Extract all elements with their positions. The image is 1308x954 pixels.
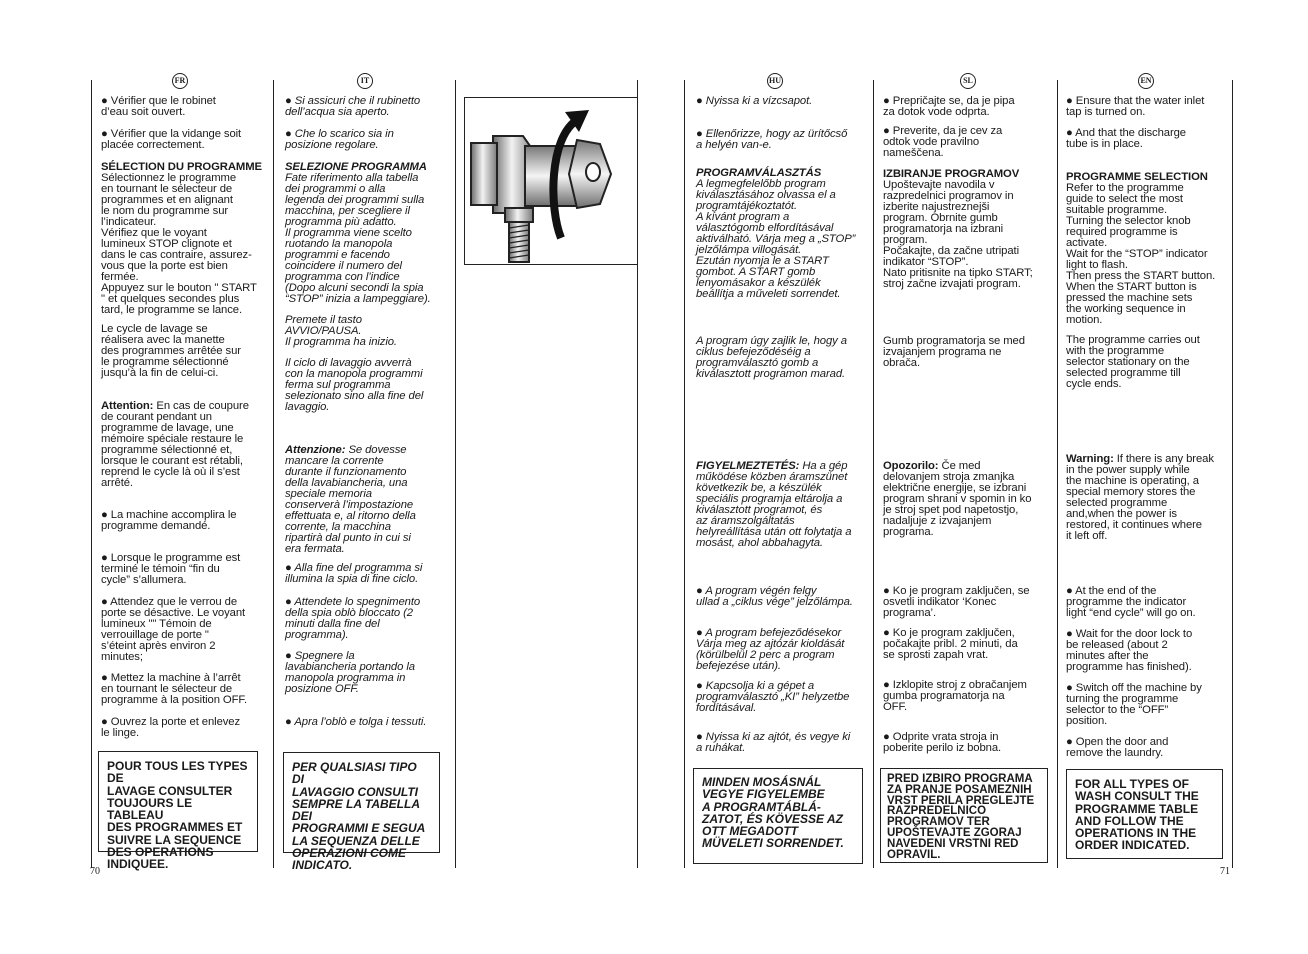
fr-selection-text: Sélectionnez le programme en tournant le sélecteur de programmes et en alignant le nom du programme sur l’indicateur. Vérifiez que le voyant lumineux STOP clignote et dans le cas contraire, assurez- vous que la porte est bien fermée. Appuyez sur le bouton " START " et quelques secondes plus tard, le programme se lance. xyxy=(101,172,257,316)
sl-step-2: ● Ko je program zaključen, počakajte pribl. 2 minuti, da se sprosti zapah vrat. xyxy=(883,627,1018,661)
en-check-tap: ● Ensure that the water inlet tap is turned on. xyxy=(1066,95,1205,118)
hu-check-tap: ● Nyissa ki a vízcsapot. xyxy=(696,95,813,107)
sl-step-1: ● Ko je program zaključen, se osvetli indikator ‘Konec programa’. xyxy=(883,585,1030,619)
hu-check-drain: ● Ellenőrizze, hogy az ürítőcső a helyén van-e. xyxy=(696,128,848,151)
en-step-3: ● Switch off the machine by turning the programme selector to the “OFF” position. xyxy=(1066,682,1202,727)
en-cycle-text: The programme carries out with the programme selector stationary on the selected programme till cycle ends. xyxy=(1066,334,1200,390)
fr-step-2: ● Lorsque le programme est terminé le témoin “fin du cycle” s’allumera. xyxy=(101,552,241,586)
it-check-drain: ● Che lo scarico sia in posizione regolare. xyxy=(285,128,394,151)
column-divider xyxy=(1232,80,1233,868)
fr-heading: SÉLECTION DU PROGRAMME xyxy=(101,161,262,173)
language-badge-fr: FR xyxy=(172,73,188,89)
sl-step-3: ● Izklopite stroj z obračanjem gumba programatorja na OFF. xyxy=(883,679,1027,713)
hu-step-2: ● A program befejeződésekor Várja meg az ajtózár kioldását (körülbelül 2 perc a program befejezése után). xyxy=(696,627,845,672)
language-badge-en: EN xyxy=(1138,73,1154,89)
column-divider xyxy=(91,80,92,868)
sl-heading: IZBIRANJE PROGRAMOV xyxy=(883,168,1020,180)
en-heading: PROGRAMME SELECTION xyxy=(1066,171,1208,183)
hu-step-4: ● Nyissa ki az ajtót, és vegye ki a ruhákat. xyxy=(696,731,851,754)
it-attention: Attenzione: Se dovesse mancare la corrente durante il funzionamento della lavabiancheria, una speciale memoria conserverà l’impostazione effettuata e, al ritorno della corrente, la macchina ripartirà dal punto in cui si era fermata. xyxy=(285,444,416,555)
page-number-right: 71 xyxy=(1220,866,1230,877)
it-heading: SELEZIONE PROGRAMMA xyxy=(285,161,427,173)
column-divider xyxy=(273,80,274,868)
sl-check-drain: ● Preverite, da je cev za odtok vode pravilno nameščena. xyxy=(883,125,1003,159)
hu-step-1: ● A program végén felgy ullad a „ciklus vége” jelzőlámpa. xyxy=(696,585,853,608)
hu-step-3: ● Kapcsolja ki a gépet a programválasztó „KI” helyzetbe fordításával. xyxy=(696,680,850,714)
column-divider xyxy=(1057,80,1058,868)
it-step-3: ● Spegnere la lavabiancheria portando la manopola programma in posizione OFF. xyxy=(285,650,415,695)
column-divider xyxy=(455,80,456,868)
column-divider xyxy=(873,80,874,868)
sl-step-4: ● Odprite vrata stroja in poberite perilo iz bobna. xyxy=(883,731,1002,754)
hu-cycle-text: A program úgy zajlik le, hogy a ciklus befejeződéséig a programválasztó gomb a kiválasztott programon marad. xyxy=(696,335,847,380)
hu-heading: PROGRAMVÁLASZTÁS xyxy=(696,167,822,179)
fr-notice-box: POUR TOUS LES TYPES DE LAVAGE CONSULTER TOUJOURS LE TABLEAU DES PROGRAMMES ET SUIVRE LA SEQUENCE DES OPERATIONS INDIQUEE. xyxy=(98,751,258,852)
fr-cycle-text: Le cycle de lavage se réalisera avec la manette des programmes arrêtée sur le programme sélectionné jusqu’à la fin de celui-ci. xyxy=(101,323,241,379)
sl-attention: Opozorilo: Če med delovanjem stroja zmanjka električne energije, se izbrani program shrani v spomin in ko je stroj spet pod napetostjo, nadaljuje z izvajanjem programa. xyxy=(883,460,1032,538)
it-step-2: ● Attendete lo spegnimento della spia oblò bloccato (2 minuti dalla fine del programma). xyxy=(285,596,421,641)
fr-step-5: ● Ouvrez la porte et enlevez le linge. xyxy=(101,716,241,739)
it-check-tap: ● Si assicuri che il rubinetto dell’acqua sia aperto. xyxy=(285,95,421,118)
language-badge-hu: HU xyxy=(767,73,783,89)
hu-notice-box: MINDEN MOSÁSNÁL VEGYE FIGYELEMBE A PROGRAMTÁBLÁ- ZATOT, ÉS KÖVESSE AZ OTT MEGADOTT MÜVELETI SORRENDET. xyxy=(693,768,863,864)
fr-attention: Attention: En cas de coupure de courant pendant un programme de lavage, une mémoire spéciale restaure le programme sélectionné et, lorsque le courant est rétabli, reprend le cycle là où il s’est arrêté. xyxy=(101,400,249,489)
en-step-4: ● Open the door and remove the laundry. xyxy=(1066,736,1169,759)
tap-illustration xyxy=(464,97,638,265)
fr-step-1: ● La machine accomplira le programme demandé. xyxy=(101,509,237,532)
it-selection-text: Fate riferimento alla tabella dei programmi o alla legenda dei programmi sulla macchina, per scegliere il programma più adatto. Il programma viene scelto ruotando la manopola programmi e facendo coincidere il numero del programma con l’indice (Dopo alcuni secondi la spia “STOP” inizia a lampeggiare). xyxy=(285,172,431,305)
it-step-1: ● Alla fine del programma si illumina la spia di fine ciclo. xyxy=(285,562,423,585)
column-divider xyxy=(684,80,685,868)
it-start-text: Premete il tasto AVVIO/PAUSA. Il programma ha inizio. xyxy=(285,314,397,348)
en-step-2: ● Wait for the door lock to be released (about 2 minutes after the programme has finished). xyxy=(1066,628,1193,673)
en-selection-text: Refer to the programme guide to select the most suitable programme. Turning the selector knob required programme is activate. Wait for the “STOP” indicator light to flash. Then press the START button. When the START button is pressed the machine sets the working sequence in motion. xyxy=(1066,182,1216,326)
it-notice-box: PER QUALSIASI TIPO DI LAVAGGIO CONSULTI SEMPRE LA TABELLA DEI PROGRAMMI E SEGUA LA SEQUENZA DELLE OPERAZIONI COME INDICATO. xyxy=(283,752,440,853)
sl-notice-box: PRED IZBIRO PROGRAMA ZA PRANJE POSAMEZNIH VRST PERILA PREGLEJTE RAZPREDELNICO PROGRAMOV TER UPOŠTEVAJTE ZGORAJ NAVEDENI VRSTNI RED OPRAVIL. xyxy=(880,768,1048,863)
sl-selection-text: Upoštevajte navodila v razpredelnici programov in izberite najustreznejši program. Obrnite gumb programatorja na izbrani program. Počakajte, da začne utripati indikator “STOP”. Nato pritisnite na tipko START; stroj začne izvajati program. xyxy=(883,179,1033,290)
en-step-1: ● At the end of the programme the indicator light “end cycle” will go on. xyxy=(1066,585,1196,619)
en-check-drain: ● And that the discharge tube is in place. xyxy=(1066,127,1186,150)
hu-attention: FIGYELMEZTETÉS: Ha a gép működése közben áramszünet következik be, a készülék speciális programja eltárolja a kiválasztott programot, és az áramszolgáltatás helyreállítása után ott folytatja a mosást, ahol abbahagyta. xyxy=(696,460,852,549)
language-badge-it: IT xyxy=(357,73,373,89)
hu-selection-text: A legmegfelelőbb program kiválasztásához olvassa el a programtájékoztatót. A kívánt program a választógomb elfordításával aktiválható. Várja meg a „STOP” jelzőlámpa villogását. Ezután nyomja le a START gombot. A START gomb lenyomásakor a készülék beállítja a műveleti sorrendet. xyxy=(696,178,856,300)
en-warning: Warning: If there is any break in the power supply while the machine is operating, a special memory stores the selected programme and,when the power is restored, it continues where it left off. xyxy=(1066,453,1214,542)
page-number-left: 70 xyxy=(90,866,100,877)
sl-cycle-text: Gumb programatorja se med izvajanjem programa ne obrača. xyxy=(883,335,1025,369)
language-badge-sl: SL xyxy=(960,73,976,89)
en-notice-box: FOR ALL TYPES OF WASH CONSULT THE PROGRAMME TABLE AND FOLLOW THE OPERATIONS IN THE ORDER INDICATED. xyxy=(1066,769,1223,859)
fr-check-tap: ● Vérifier que le robinet d’eau soit ouvert. xyxy=(101,95,216,118)
sl-check-tap: ● Prepričajte se, da je pipa za dotok vode odprta. xyxy=(883,95,1015,118)
fr-check-drain: ● Vérifier que la vidange soit placée correctement. xyxy=(101,128,242,151)
fr-step-3: ● Attendez que le verrou de porte se désactive. Le voyant lumineux "" Témoin de verrouillage de porte " s’éteint après environ 2 minutes; xyxy=(101,596,246,663)
it-cycle-text: Il ciclo di lavaggio avverrà con la manopola programmi ferma sul programma selezionato sino alla fine del lavaggio. xyxy=(285,357,424,413)
fr-step-4: ● Mettez la machine à l’arrêt en tournant le sélecteur de programme à la position OFF. xyxy=(101,672,248,706)
it-step-4: ● Apra l’oblò e tolga i tessuti. xyxy=(285,716,427,728)
